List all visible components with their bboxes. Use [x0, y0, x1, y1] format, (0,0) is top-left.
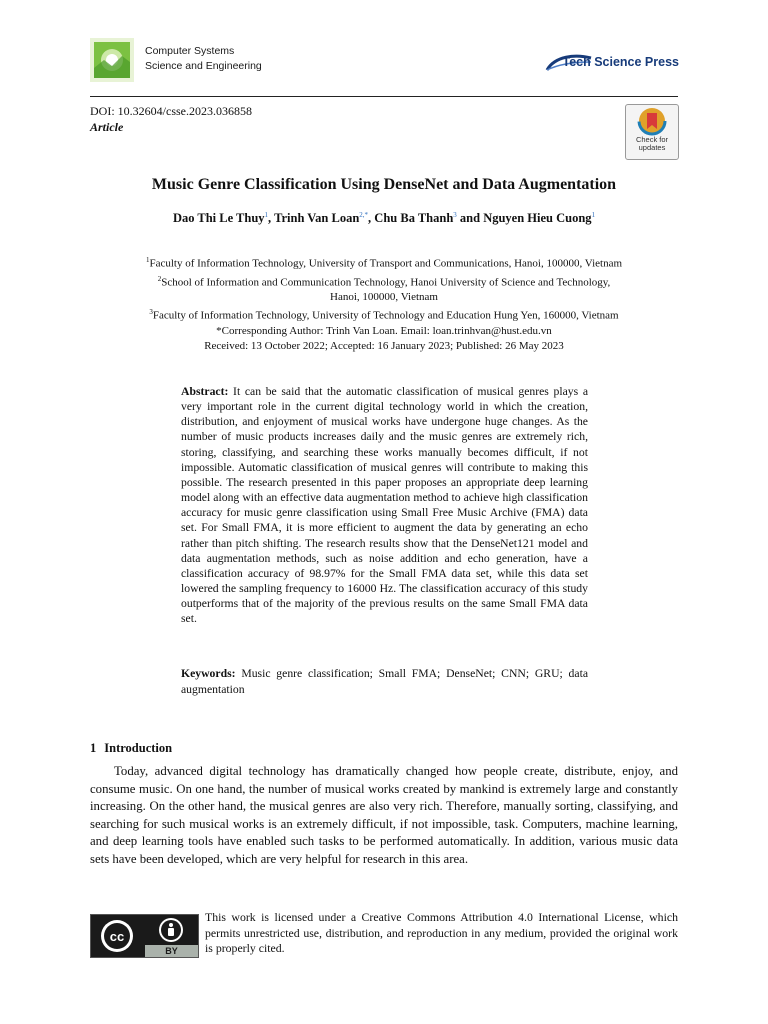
abstract-text: It can be said that the automatic classification of musical genres plays a very important role in the current digital technology world in which the creation, distribution, and enjoyment of musical works have undergone huge changes. As the number of music products increases daily and the music genres are extremely rich, storing, classifying, and searching these works manually becomes difficult, if not impossible. Automatic classification of musical genres will contribute to making this possible. The research presented in this paper proposes an appropriate deep learning model along with an effective data augmentation method to achieve high classification accuracy for music genre classification using Small Free Music Archive (FMA) data set. For Small FMA, it is more efficient to augment the data by generating an echo rather than pitch shifting. The research results show that the DenseNet121 model and data augmentation methods, such as noise addition and echo generation, have a classification accuracy of 98.97% for the Small FMA data set, while this data set lowered the sampling frequency to 16000 Hz. The classification accuracy of this study outperforms that of the majority of the previous results on the same Small FMA data set. — [181, 385, 589, 626]
paper-title: Music Genre Classification Using DenseNet and Data Augmentation — [151, 176, 617, 193]
publisher-name: Tech Science Press — [562, 55, 679, 69]
author-name: Dao Thi Le Thuy — [172, 211, 265, 226]
journal-name-line2: Science and Engineering — [145, 60, 262, 72]
keywords-text: Music genre classification; Small FMA; DenseNet; CNN; GRU; data augmentation — [181, 667, 589, 696]
section-heading — [90, 741, 172, 756]
affiliation-text: Faculty of Information Technology, University of Transport and Communications, Hanoi, 100000, Vietnam — [149, 257, 623, 270]
author-separator: , — [368, 211, 375, 226]
author-name: Nguyen Hieu Cuong — [483, 211, 592, 226]
author-separator: and — [456, 211, 484, 226]
abstract-label: Abstract: — [181, 385, 229, 398]
intro-paragraph: Today, advanced digital technology has dramatically changed how people create, distribute, enjoy, and consume music. On one hand, the number of musical works created by mankind is extremely large and constantly increasing. On the other hand, the musical genres are also very rich. Therefore, manually sorting, classifying, and searching for such musical works is an extremely difficult, if not impossible, task. Computers, machine learning, and deep learning tools have enabled such tasks to be performed automatically. In addition, various music data sets have been developed, which are very helpful for research in this area. — [90, 764, 678, 866]
affiliation-mark: 3 — [149, 308, 153, 317]
license-text: This work is licensed under a Creative Commons Attribution 4.0 International License, which permits unrestricted use, distribution, and reproduction in any medium, provided the original work is properly cited. — [205, 910, 678, 956]
corresponding-author: *Corresponding Author: Trinh Van Loan. Email: loan.trinhvan@hust.edu.vn — [216, 324, 552, 337]
affiliation-line — [90, 272, 678, 291]
section-number: 1 — [90, 741, 97, 755]
author-affil-mark[interactable]: 1 — [591, 211, 596, 219]
journal-name — [145, 44, 262, 74]
affiliation-line — [90, 305, 678, 324]
affiliation-mark: 2 — [157, 274, 162, 283]
author-list — [90, 207, 678, 226]
affiliation-mark: 1 — [145, 256, 150, 264]
bookmark-icon — [626, 105, 678, 137]
publication-dates: Received: 13 October 2022; Accepted: 16 January 2023; Published: 26 May 2023 — [204, 339, 564, 352]
affiliation-text: School of Information and Communication Technology, Hanoi University of Science and Technology, — [161, 276, 611, 289]
check-for-updates-button[interactable] — [625, 104, 679, 160]
article-type: Article — [90, 120, 124, 134]
affiliation-line — [90, 253, 678, 272]
affiliation-line — [90, 290, 678, 305]
check-for-updates-label — [626, 136, 678, 152]
header-divider — [90, 96, 678, 97]
section-title: Introduction — [104, 741, 173, 755]
check-label-line1: Check for — [635, 135, 669, 144]
author-name: Chu Ba Thanh — [374, 211, 454, 226]
affiliation-text: Faculty of Information Technology, University of Technology and Education Hung Yen, 160000, Vietnam — [152, 309, 619, 322]
author-affil-mark[interactable]: 1 — [264, 211, 269, 219]
journal-logo-icon — [90, 38, 134, 82]
keywords — [181, 666, 588, 698]
affiliations — [90, 253, 678, 354]
author-affil-mark[interactable]: 3 — [453, 211, 457, 219]
cc-license-badge[interactable] — [90, 914, 199, 958]
author-affil-mark[interactable]: 2,* — [359, 211, 369, 219]
svg-text:cc: cc — [109, 929, 125, 944]
doi[interactable]: DOI: 10.32604/csse.2023.036858 — [90, 104, 252, 118]
affiliation-text: Hanoi, 100000, Vietnam — [330, 291, 438, 304]
publisher-logo — [545, 52, 685, 76]
journal-name-line1: Computer Systems — [145, 45, 235, 57]
abstract — [181, 384, 588, 627]
keywords-label: Keywords: — [181, 667, 236, 680]
author-separator: , — [268, 211, 275, 226]
check-label-line2: updates — [638, 143, 666, 152]
author-name: Trinh Van Loan — [274, 211, 360, 226]
cc-by-label: BY — [165, 946, 178, 956]
